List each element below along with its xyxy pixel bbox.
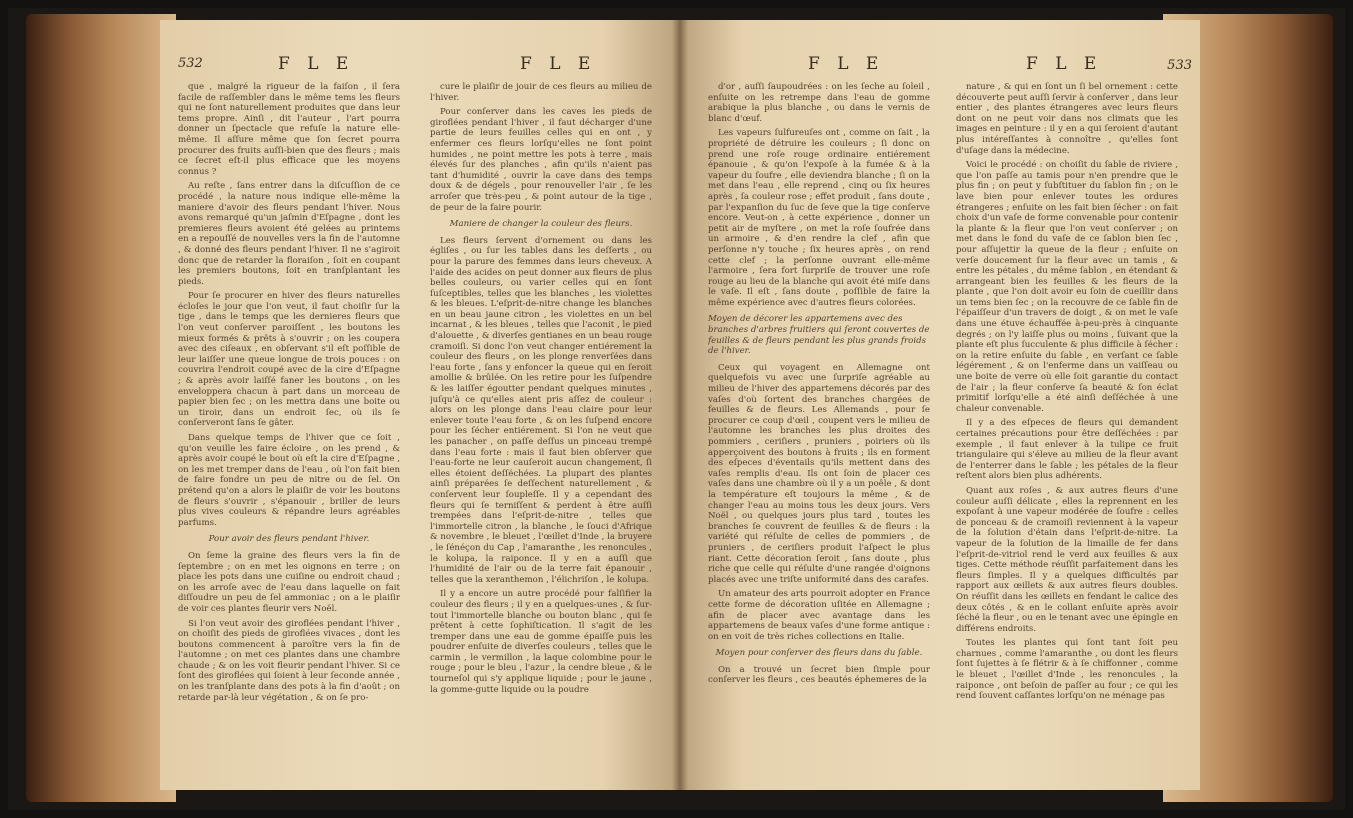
left-page xyxy=(160,20,680,790)
paragraph: Au reſte , ſans entrer dans la diſcuſſion de ce procédé , la nature nous indique elle-même la maniere d'avoir des fleurs pendant l'hiver. Nous avons remarqué qu'un jaſmin d'Eſpagne , dont les premieres fleurs avoient été gelées au printems en a repouſſé de nouvelles vers la fin de l'automne , & donné des fleurs pendant l'hiver. Il ne s'agiroit donc que de retarder la floraiſon , ſoit en coupant les premiers boutons, ſoit en tranſplantant les pieds. xyxy=(178,181,400,287)
left-page-column-1 xyxy=(178,82,400,772)
paragraph: Voici le procédé : on choiſit du ſable de riviere , que l'on paſſe au tamis pour n'en prendre que le plus fin ; on peut y ſubſtituer du ſablon fin ; on le lave bien pour enlever toutes les ordures étrangeres ; enſuite on les fait bien ſécher : on fait choix d'un vaſe de forme convenable pour contenir la plante & la fleur que l'on veut conſerver ; on met dans le fond du vaſe de ce ſablon bien ſec , pour aſſujettir la queue de la fleur ; enſuite on verſe doucement ſur la fleur avec un tamis , & entre les pétales , du même ſablon , en étendant & arrangeant bien les feuilles & les fleurs de la plante , que l'on doit avoir eu ſoin de cueillir dans un tems bien ſec ; on la recouvre de ce ſable fin de l'épaiſſeur d'un travers de doigt , & on met le vaſe dans une étuve échauffée à-peu-près à cinquante degrés ; on l'y laiſſe plus ou moins , ſuivant que la plante eſt plus ſucculente & plus difficile à ſécher : on la retire enſuite du ſable , en verſant ce ſable légérement , & on l'enferme dans un vaiſſeau ou une boite de verre où elle ſoit garantie du contact de l'air ; la fleur conſerve ſa beauté & ſon éclat primitif lorſqu'elle a été ainſi deſſéchée à une chaleur convenable. xyxy=(956,160,1178,414)
paragraph: nature , & qui en ſont un ſi bel ornement : cette découverte peut auſſi ſervir à conſerver , dans leur entier , des plantes étrangeres avec leurs fleurs dont on ne peut voir dans nos climats que les images en peinture : il y en a qui ſeroient d'autant plus intéreſſantes à connoître , qu'elles ſont d'uſage dans la médecine. xyxy=(956,82,1178,156)
running-head: F L E xyxy=(278,54,355,74)
right-page-header-col1 xyxy=(708,54,948,78)
paragraph: Si l'on veut avoir des giroflées pendant l'hiver , on choiſit des pieds de giroflées vivaces , dont les boutons commencent à paroître vers la fin de l'automne ; on met ces plantes dans une chambre chaude ; & on les voit fleurir pendant l'hiver. Si ce ſont des giroflées qui ſoient à leur ſeconde année , on les tranſplante dans des pots à la fin d'août ; on retarde par-là leur végétation , & on ſe pro- xyxy=(178,618,400,703)
section-heading: Maniere de changer la couleur des fleurs. xyxy=(449,219,633,230)
paragraph: On ſeme la graine des fleurs vers la fin de ſeptembre ; on en met les oignons en terre ; on place les pots dans une cuiſine ou endroit chaud ; on les arroſe avec de l'eau dans laquelle on fait diſſoudre un peu de ſel ammoniac ; on a le plaiſir de voir ces plantes fleurir vers Noël. xyxy=(178,550,400,614)
paragraph: Les fleurs ſervent d'ornement ou dans les égliſes , ou ſur les tables dans les deſſerts , ou pour la parure des femmes dans leurs cheveux. A l'aide des acides on peut donner aux fleurs de plus belles couleurs, ou varier celles qui en ſont ſuſceptibles, telles que les blanches , les violettes & les bleues. L'eſprit-de-nitre change les blanches en un beau jaune citron , les violettes en un bel incarnat , & les bleues , telles que l'aconit , le pied d'alouette , & diverſes gentianes en un beau rouge cramoiſi. Si donc l'on veut changer entiérement la couleur des fleurs , on les plonge renverſées dans l'eau forte , ſans y enfoncer la queue qui en ſeroit amollie & brûlée. On les retire pour les ſuſpendre & les laiſſer égoutter pendant quelques minutes , juſqu'à ce qu'elles aient pris aſſez de couleur : alors on les plonge dans l'eau claire pour leur enlever toute l'eau forte , & on les ſuſpend encore pour les ſécher entiérement. Si l'on ne veut que les panacher , on paſſe deſſus un pinceau trempé dans l'eau forte : mais il faut bien obſerver que l'eau-forte ne leur cauſeroit aucun changement, ſi elles étoient deſſéchées. La plupart des plantes ainſi préparées ſe deſſechent naturellement , & conſervent leur ſoupleſſe. Il y a cependant des fleurs qui ſe terniſſent & perdent à être auſſi trempées dans l'eſprit-de-nitre , telles que l'immortelle citron , la blanche , le ſouci d'Afrique & novembre , le bleuet , l'œillet d'Inde , la bruyere , le ſénéçon du Cap , l'amaranthe , les renoncules , le kolupa, la raiponce. Il y en a auſſi que l'humidité de l'air ou de la terre fait épanouir , telles que la xeranthemon , l'élichriſon , le kolupa. xyxy=(430,235,652,585)
left-page-header-col2 xyxy=(430,54,670,78)
running-head: F L E xyxy=(1026,54,1103,74)
right-page-column-1 xyxy=(708,82,930,772)
section-heading: Pour avoir des fleurs pendant l'hiver. xyxy=(208,534,370,545)
running-head: F L E xyxy=(808,54,885,74)
paragraph: Ceux qui voyagent en Allemagne ont quelquefois vu avec une ſurpriſe agréable au milieu de l'hiver des appartemens décorés par des vaſes d'où ſortent des branches chargées de feuilles & de fleurs. Les Allemands , pour ſe procurer ce coup d'œil , coupent vers le milieu de l'automne les branches les plus droites des pommiers , ceriſiers , pruniers , poiriers où ils apperçoivent des boutons à fruits ; ils en forment des eſpeces d'éventails qu'ils mettent dans des vaſes remplis d'eau. Ils ont ſoin de placer ces vaſes dans une chambre où il y a un poêle , & dont la température eſt toujours la même , & de changer l'eau au moins tous les deux jours. Vers Noël , ou quelques jours plus tard , toutes les branches ſe couvrent de feuilles & de fleurs : la variété qui réſulte de celles de pommiers , de pruniers , de ceriſiers produit l'aſpect le plus riant. Cette décoration ſeroit , ſans doute , plus riche que celle qui réſulte d'une rangée d'oignons placés avec une triſte uniformité dans des carafes. xyxy=(708,362,930,585)
paragraph: d'or , auſſi ſaupoudrées : on les ſeche au ſoleil , enſuite on les retrempe dans l'eau de gomme arabique la plus blanche , ou dans le vernis de blanc d'œuf. xyxy=(708,82,930,124)
paragraph: Toutes les plantes qui ſont tant ſoit peu charnues , comme l'amaranthe , ou dont les fleurs ſont ſujettes à ſe flétrir & à ſe chiffonner , comme le bleuet , l'œillet d'Inde , les renoncules , la raiponce , ont beſoin de paſſer au four ; ce qui les rend ſouvent caſſantes lorſqu'on ne ménage pas xyxy=(956,638,1178,702)
paragraph: Pour conſerver dans les caves les pieds de giroflées pendant l'hiver , il faut décharger d'une partie de leurs feuilles celles qui en ont , y enfermer ces fleurs lorſqu'elles ne ſont point humides , ne point mettre les pots à terre , mais élevés ſur des planches , afin qu'ils n'aient pas tant d'humidité , ouvrir la cave dans des temps doux & de dégels , pour renouveller l'air , ſe les arroſer que très-peu , & point autour de la tige , de peur de la faire pourir. xyxy=(430,107,652,213)
paragraph: Un amateur des arts pourroit adopter en France cette forme de décoration uſitée en Allemagne ; afin de placer avec avantage dans les appartemens de beaux vaſes d'une forme antique : on en voit de très riches collections en Italie. xyxy=(708,589,930,642)
paragraph: que , malgré la rigueur de la faiſon , il ſera facile de raſſembler dans le même tems les fleurs qui ne ſont naturellement produites que dans leur tems propre. Ainſi , dit l'auteur , l'art pourra donner un ſpectacle que refuſe la nature elle-même. Il aſſure même que ſon ſecret pourra procurer des fruits auſſi-bien que des fleurs ; mais ce ſecret eſt-il plus efficace que les moyens connus ? xyxy=(178,82,400,177)
running-head: F L E xyxy=(520,54,597,74)
paragraph: cure le plaiſir de jouir de ces fleurs au milieu de l'hiver. xyxy=(430,82,652,103)
section-heading: Moyen pour conſerver des fleurs dans du ſable. xyxy=(715,648,923,659)
page-number: 532 xyxy=(178,56,203,71)
right-page xyxy=(680,20,1200,790)
right-page-header-col2 xyxy=(956,54,1192,78)
left-page-header-col1 xyxy=(178,54,418,78)
paragraph: Il y a encore un autre procédé pour falſifier la couleur des fleurs ; il y en a quelques-unes , & ſur-tout l'immortelle blanche ou bouton blanc , qui ſe prêtent à cette ſophiſtication. Il s'agit de les tremper dans une eau de gomme épaiſſe puis les poudrer enſuite de diverſes couleurs , telles que le carmin , le vermillon , la laque colombine pour le rouge ; pour le bleu , l'azur , la cendre bleue , & le tourneſol qui s'y applique liquide ; pour le jaune , la gomme-gutte liquide ou la poudre xyxy=(430,589,652,695)
page-number: 533 xyxy=(1167,58,1192,73)
paragraph: Quant aux roſes , & aux autres fleurs d'une couleur auſſi délicate , elles la reprennent en les expoſant à une vapeur modérée de ſoufre : celles de ponceau & de cramoiſi reviennent à la vapeur de la ſolution d'étain dans l'eſprit-de-nitre. La vapeur de la ſolution de la limaille de fer dans l'eſprit-de-vitriol rend le verd aux feuilles & aux tiges. Cette méthode réuſſit parfaitement dans les fleurs ſimples. Il y a quelques difficultés par rapport aux œillets & aux autres fleurs doubles. On réuſſit dans les œillets en fendant le calice des deux côtés , & en le collant enſuite après avoir ſéché la fleur , ou en le tenant avec une épingle en différens endroits. xyxy=(956,485,1178,634)
paragraph: Les vapeurs ſulfureuſes ont , comme on ſait , la propriété de détruire les couleurs ; ſi donc on prend une roſe rouge ordinaire entiérement épanouie , & qu'on l'expoſe à la fumée & à la vapeur du ſoufre , elle deviendra blanche ; ſi on la met dans l'eau , elle reprend , cinq ou ſix heures après , ſa couleur rose ; effet produit , ſans doute , par l'expanſion du ſuc de ſeve que la tige conſerve encore. Veut-on , à cette expérience , donner un petit air de myſtere , on met la roſe ſoufrée dans un armoire , & d'en rendre la clef , afin que perſonne n'y touche ; ſix heures après , on rend cette clef ; la perſonne ouvrant elle-même l'armoire , ſera fort ſurpriſe de trouver une roſe rouge au lieu de la blanche qui avoit été miſe dans le vaſe. Il eſt , ſans doute , poſſible de faire la même expérience avec d'autres fleurs colorées. xyxy=(708,128,930,308)
right-page-column-2 xyxy=(956,82,1178,772)
book-edge-left xyxy=(26,14,176,802)
paragraph: Il y a des eſpeces de fleurs qui demandent certaines précautions pour être deſſéchées : par exemple , il faut enlever à la tulipe ce fruit triangulaire qui s'éleve au milieu de la fleur avant de l'enterrer dans le ſable ; les pétales de la fleur reſtent alors bien plus adhérents. xyxy=(956,418,1178,482)
paragraph: On a trouvé un ſecret bien ſimple pour conſerver les fleurs , ces beautés éphemeres de la xyxy=(708,664,930,686)
paragraph: Pour ſe procurer en hiver des fleurs naturelles écloſes le jour que l'on veut, il faut choiſir ſur la tige , dans le temps que les dernieres fleurs que l'on veut conſerver paroiſſent , les boutons les mieux formés & prêts à s'ouvrir ; on les coupera avec des ciſeaux , en obſervant s'il eſt poſſible de leur laiſſer une queue longue de trois pouces : on couvrira l'endroit coupé avec de la cire d'Eſpagne ; & après avoir laiſſé faner les boutons , on les enveloppera chacun à part dans un morceau de papier bien ſec ; on les mettra dans une boite ou un tiroir, dans un endroit ſec, où ils ſe conſerveront ſans ſe gâter. xyxy=(178,291,400,429)
section-heading: Moyen de décorer les appartemens avec des branches d'arbres fruitiers qui ſeront couvertes de feuilles & de fleurs pendant les plus grands froids de l'hiver. xyxy=(708,314,930,357)
paragraph: Dans quelque temps de l'hiver que ce ſoit , qu'on veuille les faire écloire , on les prend , & après avoir coupé le bout où eſt la cire d'Eſpagne , on les met tremper dans de l'eau , où l'on fait bien de faire fondre un peu de nitre ou de ſel. On prétend qu'on a alors le plaiſir de voir les boutons de fleurs s'ouvrir , s'épanouir , briller de leurs plus vives couleurs & répandre leurs agréables parfums. xyxy=(178,433,400,528)
book-gutter xyxy=(672,20,688,790)
left-page-column-2 xyxy=(430,82,652,772)
